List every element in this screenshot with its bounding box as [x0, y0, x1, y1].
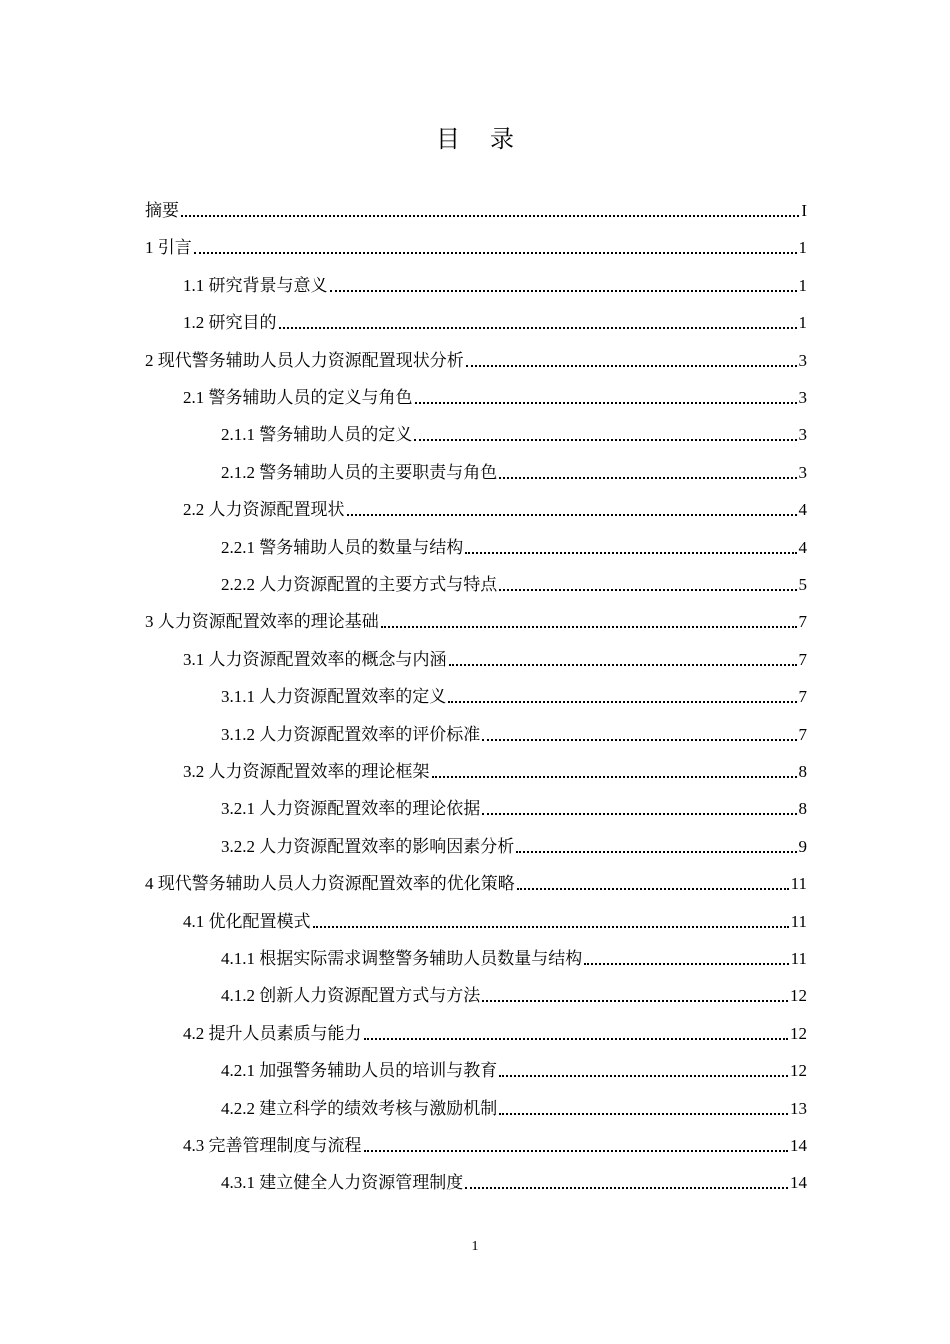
toc-entry-page: 7 — [798, 725, 807, 744]
toc-entry[interactable] — [221, 1052, 807, 1082]
toc-leader-dots — [364, 1150, 789, 1152]
toc-entry-page: 11 — [790, 912, 807, 931]
toc-leader-dots — [499, 1075, 788, 1077]
toc-entry-page: 8 — [798, 762, 807, 781]
toc-entry-page: 9 — [798, 837, 807, 856]
toc-entry[interactable] — [221, 940, 807, 970]
toc-entry-label: 3.2.2 人力资源配置效率的影响因素分析 — [221, 837, 515, 856]
toc-entry-label: 4.1 优化配置模式 — [183, 912, 311, 931]
toc-entry[interactable] — [183, 1127, 807, 1157]
toc-entry[interactable] — [183, 267, 807, 297]
toc-entry-label: 2.1.1 警务辅助人员的定义 — [221, 425, 413, 444]
toc-entry-page: 12 — [790, 986, 807, 1005]
toc-entry[interactable] — [221, 716, 807, 746]
toc-entry-label: 3.2 人力资源配置效率的理论框架 — [183, 762, 430, 781]
toc-entry[interactable] — [183, 379, 807, 409]
toc-entry-page: 1 — [798, 238, 807, 257]
toc-entry[interactable] — [221, 790, 807, 820]
toc-entry-label: 4.2 提升人员素质与能力 — [183, 1024, 362, 1043]
toc-entry[interactable] — [183, 491, 807, 521]
toc-entry-page: 7 — [798, 650, 807, 669]
toc-entry-page: 11 — [790, 874, 807, 893]
toc-entry[interactable] — [145, 865, 807, 895]
toc-leader-dots — [482, 813, 796, 815]
toc-entry[interactable] — [145, 603, 807, 633]
toc-entry-page: 11 — [790, 949, 807, 968]
toc-entry[interactable] — [221, 678, 807, 708]
toc-entry-page: 4 — [798, 500, 807, 519]
toc-entry-page: 7 — [798, 687, 807, 706]
toc-entry[interactable] — [183, 641, 807, 671]
toc-entry-page: 5 — [798, 575, 807, 594]
toc-entry-page: 14 — [790, 1173, 807, 1192]
toc-entry-label: 3.1 人力资源配置效率的概念与内涵 — [183, 650, 447, 669]
page-title: 目录 — [436, 127, 544, 153]
toc-leader-dots — [279, 327, 797, 329]
toc-entry-page: 12 — [790, 1061, 807, 1080]
toc-leader-dots — [381, 626, 797, 628]
toc-leader-dots — [415, 402, 797, 404]
toc-entry-label: 3.1.1 人力资源配置效率的定义 — [221, 687, 447, 706]
toc-entry[interactable] — [183, 1015, 807, 1045]
toc-leader-dots — [330, 290, 797, 292]
toc-entry-label: 3.1.2 人力资源配置效率的评价标准 — [221, 725, 481, 744]
toc-entry[interactable] — [221, 828, 807, 858]
toc-entry-page: 7 — [798, 612, 807, 631]
toc-entry[interactable] — [183, 304, 807, 334]
toc-entry[interactable] — [145, 229, 807, 259]
toc-leader-dots — [448, 701, 796, 703]
toc-entry-page: 3 — [798, 388, 807, 407]
toc-entry-label: 1.2 研究目的 — [183, 313, 277, 332]
toc-entry-label: 4 现代警务辅助人员人力资源配置效率的优化策略 — [145, 874, 515, 893]
toc-entry-page: 4 — [798, 538, 807, 557]
toc-entry-label: 2.2.1 警务辅助人员的数量与结构 — [221, 538, 464, 557]
toc-entry[interactable] — [145, 192, 807, 222]
toc-leader-dots — [499, 1113, 788, 1115]
toc-entry[interactable] — [221, 454, 807, 484]
toc-leader-dots — [181, 215, 799, 217]
toc-entry-page: 13 — [790, 1099, 807, 1118]
toc-entry-page: 1 — [798, 276, 807, 295]
toc-entry-label: 4.2.2 建立科学的绩效考核与激励机制 — [221, 1099, 498, 1118]
toc-entry-label: 4.3.1 建立健全人力资源管理制度 — [221, 1173, 464, 1192]
toc-leader-dots — [432, 776, 797, 778]
toc-entry-page: 3 — [798, 425, 807, 444]
toc-entry[interactable] — [221, 1090, 807, 1120]
toc-entry-label: 3.2.1 人力资源配置效率的理论依据 — [221, 799, 481, 818]
toc-entry-label: 2.2.2 人力资源配置的主要方式与特点 — [221, 575, 498, 594]
toc-leader-dots — [517, 888, 789, 890]
toc-entry-label: 3 人力资源配置效率的理论基础 — [145, 612, 379, 631]
toc-leader-dots — [347, 514, 797, 516]
toc-entry-label: 4.1.1 根据实际需求调整警务辅助人员数量与结构 — [221, 949, 583, 968]
toc-entry[interactable] — [221, 416, 807, 446]
toc-leader-dots — [449, 664, 797, 666]
toc-entry-label: 4.1.2 创新人力资源配置方式与方法 — [221, 986, 481, 1005]
toc-leader-dots — [466, 365, 797, 367]
toc-leader-dots — [499, 477, 796, 479]
page-number: 1 — [471, 1239, 479, 1254]
toc-entry-page: 12 — [790, 1024, 807, 1043]
toc-entry[interactable] — [221, 1164, 807, 1194]
toc-entry-label: 2.1.2 警务辅助人员的主要职责与角色 — [221, 463, 498, 482]
toc-entry-page: 3 — [798, 463, 807, 482]
toc-leader-dots — [499, 589, 796, 591]
toc-entry-label: 4.3 完善管理制度与流程 — [183, 1136, 362, 1155]
toc-entry-label: 摘要 — [145, 201, 179, 220]
toc-entry[interactable] — [221, 566, 807, 596]
toc-entry[interactable] — [183, 753, 807, 783]
toc-leader-dots — [584, 963, 788, 965]
toc-leader-dots — [364, 1038, 789, 1040]
toc-entry-page: 3 — [798, 351, 807, 370]
toc-entry[interactable] — [221, 529, 807, 559]
toc-leader-dots — [465, 1187, 788, 1189]
toc-entry-label: 1.1 研究背景与意义 — [183, 276, 328, 295]
toc-entry-page: I — [801, 201, 807, 220]
toc-entry-label: 2 现代警务辅助人员人力资源配置现状分析 — [145, 351, 464, 370]
toc-entry[interactable] — [221, 977, 807, 1007]
toc-leader-dots — [465, 552, 796, 554]
toc-leader-dots — [414, 439, 796, 441]
toc-leader-dots — [194, 252, 797, 254]
toc-leader-dots — [313, 926, 789, 928]
toc-entry-page: 14 — [790, 1136, 807, 1155]
toc-entry-label: 4.2.1 加强警务辅助人员的培训与教育 — [221, 1061, 498, 1080]
toc-entry-page: 1 — [798, 313, 807, 332]
toc-leader-dots — [482, 1000, 788, 1002]
toc-entry[interactable] — [145, 342, 807, 372]
toc-entry-label: 2.2 人力资源配置现状 — [183, 500, 345, 519]
toc-entry-label: 2.1 警务辅助人员的定义与角色 — [183, 388, 413, 407]
toc-leader-dots — [482, 739, 796, 741]
toc-leader-dots — [516, 851, 796, 853]
toc-entry-label: 1 引言 — [145, 238, 192, 257]
toc-entry-page: 8 — [798, 799, 807, 818]
toc-entry[interactable] — [183, 903, 807, 933]
